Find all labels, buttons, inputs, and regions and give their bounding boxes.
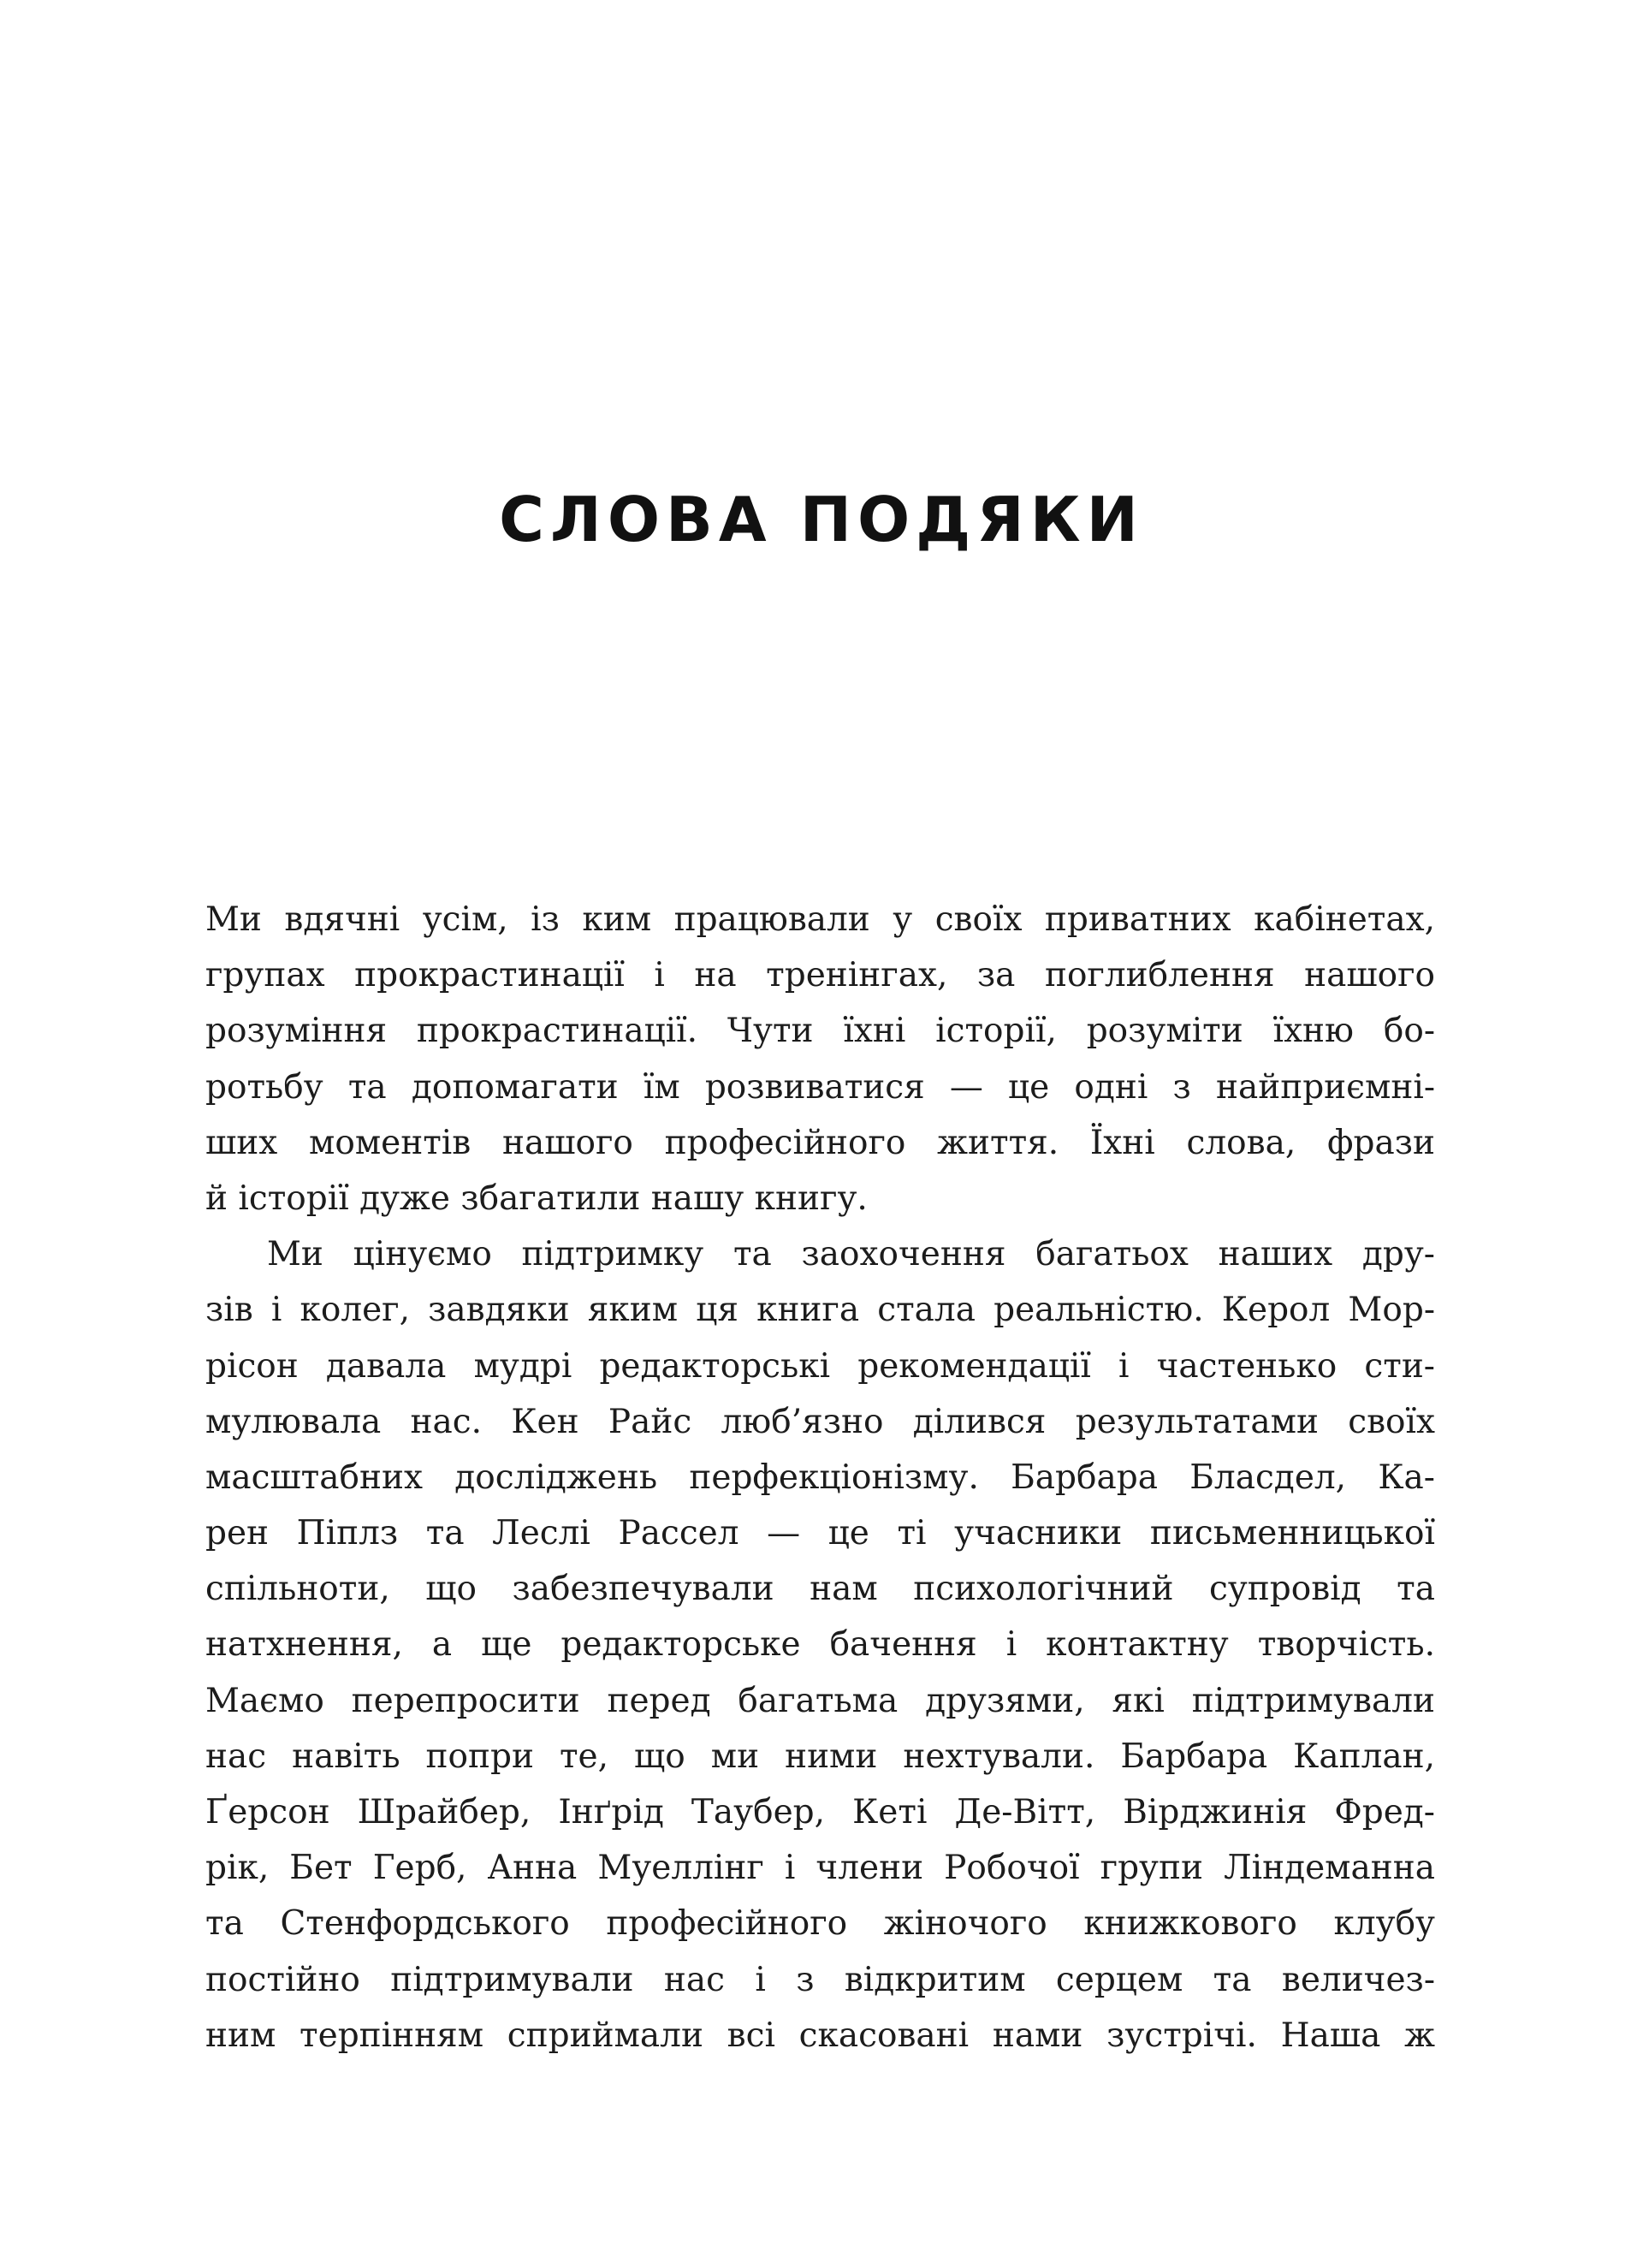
text-line: Ґерсон Шрайбер, Інґрід Таубер, Кеті Де-Вітт, Вірджинія Фред- (205, 1793, 1435, 1832)
text-line: нас навіть попри те, що ми ними нехтували. Барбара Каплан, (205, 1737, 1435, 1776)
text-line: зів і колег, завдяки яким ця книга стала реальністю. Керол Мор- (205, 1291, 1435, 1330)
text-line: ротьбу та допомагати їм розвиватися — це одні з найприємні- (205, 1067, 1435, 1107)
text-line: мулювала нас. Кен Райс люб’язно ділився результатами своїх (205, 1402, 1435, 1441)
text-line: рісон давала мудрі редакторські рекомендації і частенько сти- (205, 1346, 1435, 1386)
text-line: Ми вдячні усім, із ким працювали у своїх приватних кабінетах, (205, 900, 1435, 939)
text-line: групах прокрастинації і на тренінгах, за поглиблення нашого (205, 956, 1435, 995)
text-line: розуміння прокрастинації. Чути їхні історії, розуміти їхню бо- (205, 1012, 1435, 1051)
text-line: ших моментів нашого професійного життя. Їхні слова, фрази (205, 1123, 1435, 1162)
text-line: ним терпінням сприймали всі скасовані нами зустрічі. Наша ж (205, 2016, 1435, 2055)
text-line: постійно підтримували нас і з відкритим серцем та величез- (205, 1960, 1435, 1999)
text-line: рен Піплз та Леслі Рассел — це ті учасники письменницької (205, 1514, 1435, 1553)
text-line: й історії дуже збагатили нашу книгу. (205, 1179, 868, 1218)
chapter-title: СЛОВА ПОДЯКИ (499, 484, 1144, 555)
text-line: Ми цінуємо підтримку та заохочення багатьох наших дру- (267, 1235, 1435, 1274)
text-line: масштабних досліджень перфекціонізму. Барбара Бласдел, Ка- (205, 1458, 1435, 1497)
text-line: спільноти, що забезпечували нам психологічний супровід та (205, 1570, 1435, 1609)
text-line: натхнення, а ще редакторське бачення і контактну творчість. (205, 1625, 1435, 1665)
text-line: Маємо перепросити перед багатьма друзями, які підтримували (205, 1681, 1435, 1720)
body-text (205, 892, 1435, 2063)
text-line: та Стенфордського професійного жіночого книжкового клубу (205, 1904, 1435, 1944)
text-line: рік, Бет Герб, Анна Муеллінг і члени Робочої групи Ліндеманна (205, 1849, 1435, 1888)
